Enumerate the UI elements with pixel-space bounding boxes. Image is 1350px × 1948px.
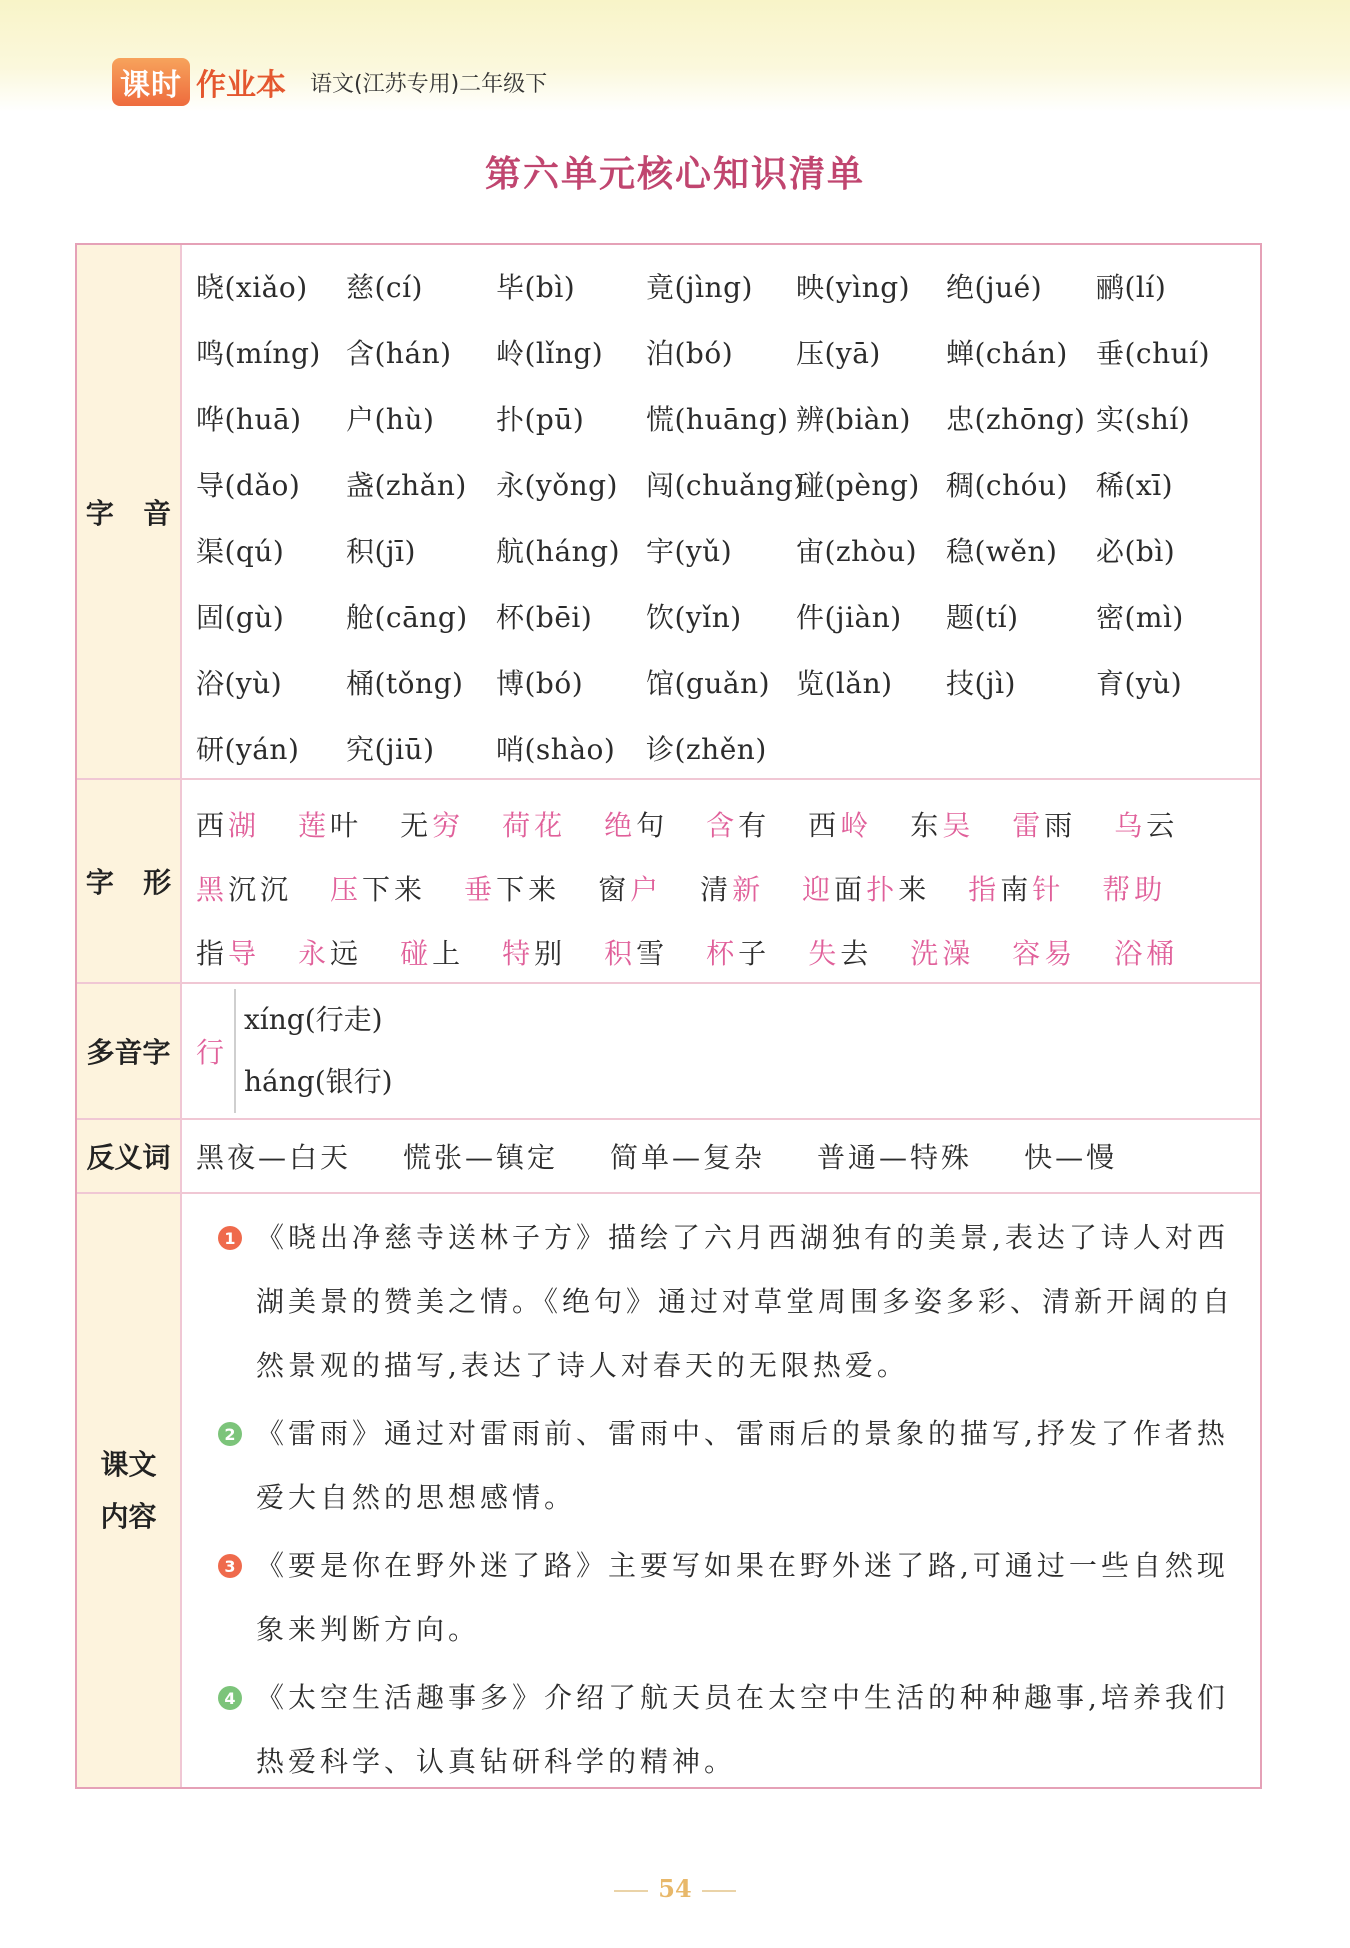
duoyin-reading: xíng(行走): [244, 1003, 383, 1036]
zixing-char: 句: [636, 809, 669, 842]
zixing-word: [400, 922, 464, 986]
ziyin-item: 晓(xiǎo): [196, 271, 308, 304]
ziyin-item: 件(jiàn): [796, 601, 902, 634]
duoyin-readings: [234, 989, 393, 1113]
zixing-char: 西: [196, 809, 229, 842]
zixing-word: [1114, 922, 1178, 986]
zixing-char: 指: [196, 937, 229, 970]
label-kewen-1: 课文: [100, 1447, 157, 1481]
ziyin-item: 盏(zhǎn): [346, 469, 467, 502]
ziyin-item: 饮(yǐn): [646, 601, 742, 634]
ziyin-grid: [196, 245, 1250, 783]
zixing-key-char: 莲: [298, 809, 331, 842]
zixing-char: 去: [840, 937, 873, 970]
ziyin-item: 毕(bì): [496, 271, 576, 304]
ziyin-item: 馆(guǎn): [646, 667, 771, 700]
duoyin-entry: [196, 984, 1250, 1118]
zixing-word: [700, 858, 764, 922]
zixing-key-char: 压: [330, 873, 363, 906]
ziyin-item: 稀(xī): [1096, 469, 1174, 502]
ziyin-item: 育(yù): [1096, 667, 1183, 700]
zixing-key-char: 岭: [840, 809, 873, 842]
zixing-char: 子: [738, 937, 771, 970]
ziyin-item: 忠(zhōng): [946, 403, 1086, 436]
zixing-word: [400, 794, 464, 858]
zixing-list: [196, 780, 1250, 986]
zixing-key-char: 户: [630, 873, 663, 906]
ziyin-item: 实(shí): [1096, 403, 1191, 436]
row-ziyin: [77, 245, 1260, 780]
ziyin-item: 题(tí): [946, 601, 1019, 634]
zixing-word: [808, 794, 872, 858]
ziyin-item: 鸣(míng): [196, 337, 321, 370]
antonym-pair: 普通—特殊: [817, 1141, 973, 1174]
row-fanyi: [77, 1120, 1260, 1194]
zixing-char: 来: [898, 873, 931, 906]
zixing-word: [802, 858, 930, 922]
zixing-word: [1012, 794, 1076, 858]
zixing-word: [1012, 922, 1076, 986]
number-badge: 2: [218, 1422, 242, 1446]
summary-text: 《晓出净慈寺送林子方》描绘了六月西湖独有的美景,表达了诗人对西湖美景的赞美之情。《绝句》通过对草堂周围多姿多彩、清新开阔的自然景观的描写,表达了诗人对春天的无限热爱。: [256, 1221, 1235, 1382]
ziyin-item: 辨(biàn): [796, 403, 911, 436]
zixing-char: 下来: [362, 873, 427, 906]
zixing-key-char: 新: [732, 873, 765, 906]
ziyin-item: 稠(chóu): [946, 469, 1068, 502]
antonym-pair: 快—慢: [1024, 1141, 1118, 1174]
ziyin-item: 宙(zhòu): [796, 535, 918, 568]
zixing-word: [502, 794, 566, 858]
knowledge-table: [75, 243, 1262, 1789]
zixing-key-char: 乌: [1114, 809, 1147, 842]
footer-rule-left: [614, 1890, 648, 1892]
summary-paragraph: [210, 1666, 1242, 1794]
zixing-key-char: 雷: [1012, 809, 1045, 842]
kewen-list: [196, 1194, 1250, 1794]
zixing-word: [196, 794, 260, 858]
label-ziyin: [77, 245, 182, 778]
ziyin-item: 哨(shào): [496, 733, 616, 766]
summary-text: 《雷雨》通过对雷雨前、雷雨中、雷雨后的景象的描写,抒发了作者热爱大自然的思想感情。: [256, 1417, 1229, 1514]
logo-text: 作业本: [196, 68, 286, 103]
ziyin-item: 航(háng): [496, 535, 621, 568]
page-number: 54: [658, 1874, 692, 1903]
zixing-char: 无: [400, 809, 433, 842]
ziyin-item: 桶(tǒng): [346, 667, 464, 700]
zixing-key-char: 穷: [432, 809, 465, 842]
ziyin-item: 渠(qú): [196, 535, 285, 568]
number-badge: 4: [218, 1686, 242, 1710]
zixing-word: [298, 794, 362, 858]
zixing-key-char: 扑: [866, 873, 899, 906]
label-ziyin-1: 字: [85, 496, 114, 530]
ziyin-item: 研(yán): [196, 733, 300, 766]
ziyin-item: 垂(chuí): [1096, 337, 1211, 370]
ziyin-item: 积(jī): [346, 535, 416, 568]
zixing-key-char: 碰: [400, 937, 433, 970]
number-badge: 3: [218, 1554, 242, 1578]
antonym-pair: 黑夜—白天: [196, 1141, 352, 1174]
zixing-key-char: 洗澡: [910, 937, 975, 970]
zixing-word: [298, 922, 362, 986]
zixing-key-char: 容易: [1012, 937, 1077, 970]
zixing-char: 有: [738, 809, 771, 842]
zixing-key-char: 浴桶: [1114, 937, 1179, 970]
zixing-key-char: 指: [968, 873, 1001, 906]
label-zixing: [77, 780, 182, 982]
ziyin-item: 究(jiū): [346, 733, 435, 766]
duoyin-char: 行: [196, 1036, 225, 1069]
zixing-key-char: 特: [502, 937, 535, 970]
ziyin-item: 宇(yǔ): [646, 535, 733, 568]
ziyin-item: 览(lǎn): [796, 667, 893, 700]
fanyi-list: [196, 1120, 1250, 1192]
label-kewen: [77, 1194, 182, 1787]
zixing-word: [604, 922, 668, 986]
ziyin-item: 博(bó): [496, 667, 584, 700]
ziyin-item: 压(yā): [796, 337, 881, 370]
ziyin-item: 户(hù): [346, 403, 435, 436]
zixing-word: [196, 858, 292, 922]
summary-paragraph: [210, 1402, 1242, 1530]
label-fanyi: 反义词: [77, 1120, 182, 1192]
ziyin-item: 碰(pèng): [796, 469, 920, 502]
zixing-char: 南: [1000, 873, 1033, 906]
label-kewen-2: 内容: [100, 1499, 157, 1533]
ziyin-item: 必(bì): [1096, 535, 1176, 568]
summary-paragraph: [210, 1534, 1242, 1662]
zixing-key-char: 失: [808, 937, 841, 970]
ziyin-item: 哗(huā): [196, 403, 302, 436]
zixing-char: 远: [330, 937, 363, 970]
zixing-key-char: 积: [604, 937, 637, 970]
ziyin-item: 慈(cí): [346, 271, 423, 304]
antonym-pair: 简单—复杂: [610, 1141, 766, 1174]
ziyin-item: 闯(chuǎng): [646, 469, 805, 502]
ziyin-item: 固(gù): [196, 601, 285, 634]
ziyin-item: 永(yǒng): [496, 469, 618, 502]
number-badge: 1: [218, 1226, 242, 1250]
ziyin-item: 稳(wěn): [946, 535, 1058, 568]
ziyin-item: 竟(jìng): [646, 271, 753, 304]
summary-text: 《太空生活趣事多》介绍了航天员在太空中生活的种种趣事,培养我们热爱科学、认真钻研科学的精神。: [256, 1681, 1229, 1778]
ziyin-item: 泊(bó): [646, 337, 734, 370]
zixing-key-char: 含: [706, 809, 739, 842]
zixing-word: [1102, 858, 1166, 922]
zixing-char: 西: [808, 809, 841, 842]
zixing-word: [706, 794, 770, 858]
zixing-key-char: 湖: [228, 809, 261, 842]
antonym-pair: 慌张—镇定: [403, 1141, 559, 1174]
logo-badge: 课时: [112, 58, 190, 106]
book-header: [112, 58, 547, 106]
ziyin-item: 慌(huāng): [646, 403, 789, 436]
ziyin-item: 岭(lǐng): [496, 337, 604, 370]
page-footer: [0, 1874, 1350, 1903]
label-zixing-2: 形: [143, 866, 172, 899]
zixing-key-char: 永: [298, 937, 331, 970]
zixing-word: [464, 858, 560, 922]
zixing-key-char: 绝: [604, 809, 637, 842]
footer-rule-right: [702, 1890, 736, 1892]
row-duoyin: [77, 984, 1260, 1120]
zixing-key-char: 针: [1032, 873, 1065, 906]
ziyin-item: 技(jì): [946, 667, 1016, 700]
zixing-char: 雨: [1044, 809, 1077, 842]
ziyin-item: 诊(zhěn): [646, 733, 767, 766]
summary-paragraph: [210, 1206, 1242, 1398]
zixing-word: [910, 922, 974, 986]
zixing-key-char: 吴: [942, 809, 975, 842]
zixing-key-char: 迎: [802, 873, 835, 906]
zixing-char: 上: [432, 937, 465, 970]
zixing-word: [910, 794, 974, 858]
summary-text: 《要是你在野外迷了路》主要写如果在野外迷了路,可通过一些自然现象来判断方向。: [256, 1549, 1229, 1646]
zixing-char: 沉沉: [228, 873, 293, 906]
zixing-word: [196, 922, 260, 986]
ziyin-item: 映(yìng): [796, 271, 911, 304]
zixing-word: [330, 858, 426, 922]
zixing-word: [604, 794, 668, 858]
ziyin-item: 含(hán): [346, 337, 452, 370]
row-kewen: [77, 1194, 1260, 1787]
zixing-char: 下来: [496, 873, 561, 906]
ziyin-item: 蝉(chán): [946, 337, 1068, 370]
duoyin-reading: háng(银行): [244, 1065, 393, 1098]
zixing-char: 别: [534, 937, 567, 970]
zixing-word: [808, 922, 872, 986]
zixing-key-char: 荷花: [502, 809, 567, 842]
ziyin-item: 鹂(lí): [1096, 271, 1167, 304]
ziyin-item: 导(dǎo): [196, 469, 301, 502]
zixing-key-char: 黑: [196, 873, 229, 906]
zixing-word: [968, 858, 1064, 922]
zixing-char: 窗: [598, 873, 631, 906]
zixing-char: 云: [1146, 809, 1179, 842]
book-info: 语文(江苏专用)二年级下: [310, 71, 548, 97]
row-zixing: [77, 780, 1260, 984]
zixing-key-char: 杯: [706, 937, 739, 970]
zixing-word: [706, 922, 770, 986]
zixing-char: 东: [910, 809, 943, 842]
zixing-key-char: 帮助: [1102, 873, 1167, 906]
page-title: 第六单元核心知识清单: [484, 154, 865, 195]
label-ziyin-2: 音: [143, 496, 172, 530]
ziyin-item: 绝(jué): [946, 271, 1043, 304]
zixing-key-char: 导: [228, 937, 261, 970]
zixing-key-char: 垂: [464, 873, 497, 906]
zixing-word: [598, 858, 662, 922]
ziyin-item: 舱(cāng): [346, 601, 468, 634]
ziyin-item: 杯(bēi): [496, 601, 593, 634]
zixing-char: 清: [700, 873, 733, 906]
ziyin-item: 浴(yù): [196, 667, 283, 700]
ziyin-item: 扑(pū): [496, 403, 585, 436]
zixing-word: [502, 922, 566, 986]
ziyin-item: 密(mì): [1096, 601, 1184, 634]
zixing-char: 叶: [330, 809, 363, 842]
label-zixing-1: 字: [85, 866, 114, 899]
zixing-word: [1114, 794, 1178, 858]
zixing-char: 面: [834, 873, 867, 906]
zixing-char: 雪: [636, 937, 669, 970]
label-duoyin: 多音字: [77, 984, 182, 1118]
